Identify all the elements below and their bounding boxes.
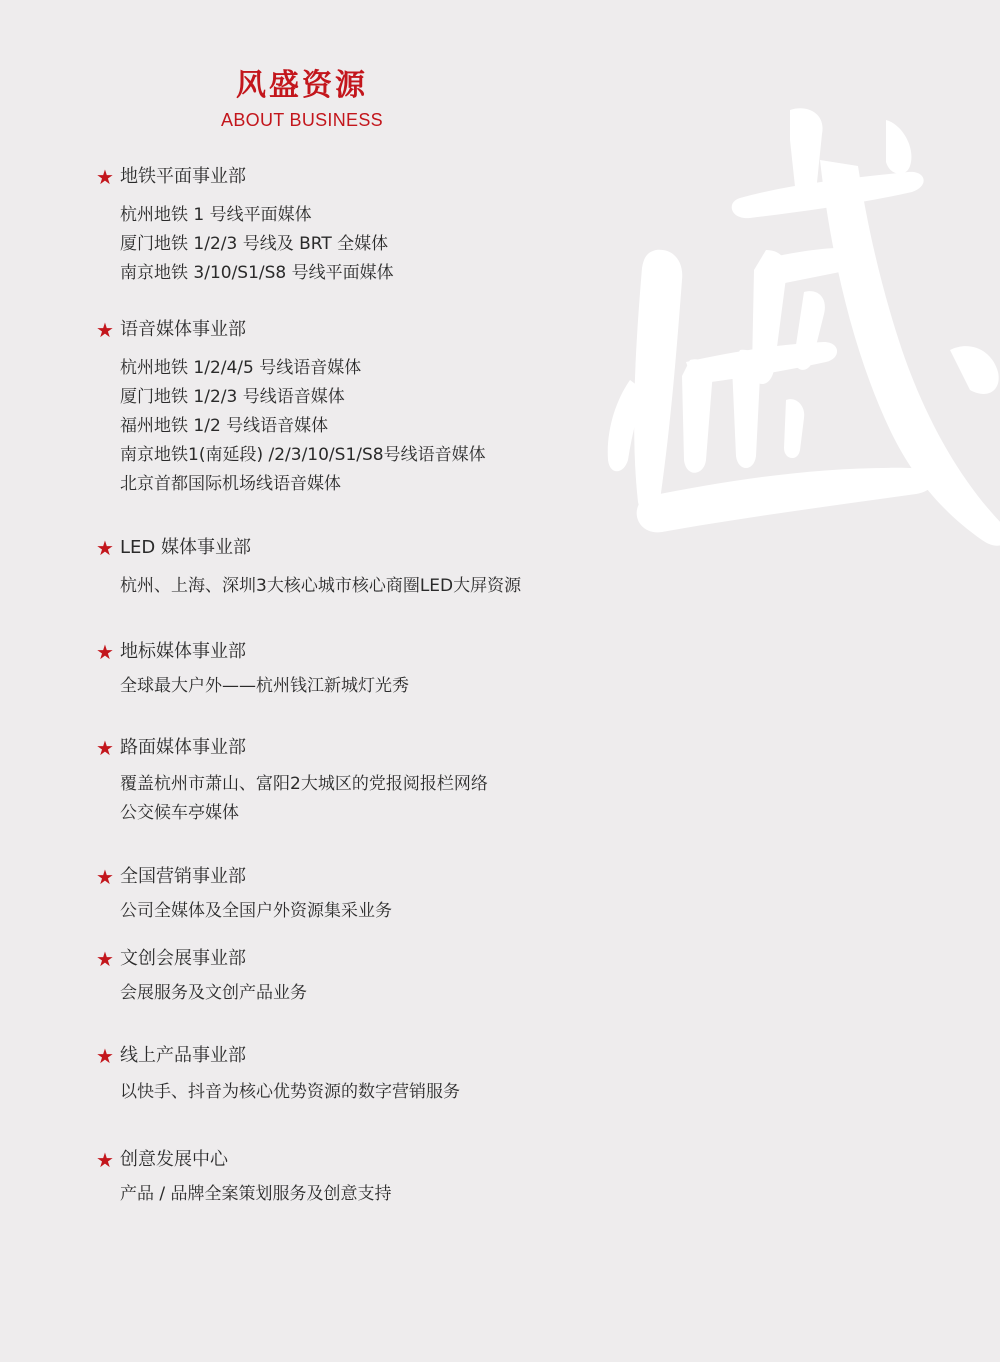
section-items bbox=[120, 572, 521, 601]
list-item: 南京地铁 3/10/S1/S8 号线平面媒体 bbox=[120, 263, 394, 283]
list-item: 以快手、抖音为核心优势资源的数字营销服务 bbox=[120, 1082, 460, 1102]
section-title: 路面媒体事业部 bbox=[120, 737, 246, 758]
star-icon: ★ bbox=[96, 1044, 114, 1068]
calligraphy-watermark-icon bbox=[590, 100, 1000, 560]
section-items bbox=[120, 1078, 460, 1107]
section-title: 地铁平面事业部 bbox=[120, 166, 246, 187]
section-items bbox=[120, 1180, 392, 1209]
section-voice-media bbox=[96, 318, 486, 499]
star-icon: ★ bbox=[96, 865, 114, 889]
star-icon: ★ bbox=[96, 318, 114, 342]
page-subtitle: ABOUT BUSINESS bbox=[221, 110, 383, 130]
section-items bbox=[120, 201, 394, 288]
star-icon: ★ bbox=[96, 536, 114, 560]
page-title: 风盛资源 bbox=[236, 68, 368, 103]
list-item: 北京首都国际机场线语音媒体 bbox=[120, 474, 341, 494]
section-items bbox=[120, 897, 392, 926]
section-header bbox=[96, 1148, 392, 1172]
list-item: 福州地铁 1/2 号线语音媒体 bbox=[120, 416, 329, 436]
section-title: 创意发展中心 bbox=[120, 1149, 228, 1170]
section-header bbox=[96, 640, 409, 664]
section-road-media bbox=[96, 736, 488, 828]
section-creative-center bbox=[96, 1148, 392, 1209]
list-item: 厦门地铁 1/2/3 号线语音媒体 bbox=[120, 387, 345, 407]
list-item: 厦门地铁 1/2/3 号线及 BRT 全媒体 bbox=[120, 234, 389, 254]
section-header bbox=[96, 1044, 460, 1068]
section-title: LED 媒体事业部 bbox=[120, 537, 251, 558]
section-header bbox=[96, 165, 394, 189]
section-title: 全国营销事业部 bbox=[120, 866, 246, 887]
list-item: 覆盖杭州市萧山、富阳2大城区的党报阅报栏网络 bbox=[120, 774, 488, 794]
section-header bbox=[96, 736, 488, 760]
section-title: 地标媒体事业部 bbox=[120, 641, 246, 662]
list-item: 公交候车亭媒体 bbox=[120, 803, 239, 823]
section-metro-print bbox=[96, 165, 394, 288]
star-icon: ★ bbox=[96, 640, 114, 664]
section-header bbox=[96, 536, 521, 560]
section-national-marketing bbox=[96, 865, 392, 926]
page-header bbox=[0, 66, 604, 132]
section-items bbox=[120, 354, 486, 499]
section-items bbox=[120, 672, 409, 701]
section-header bbox=[96, 865, 392, 889]
list-item: 南京地铁1(南延段) /2/3/10/S1/S8号线语音媒体 bbox=[120, 445, 486, 465]
section-cultural-exhibition bbox=[96, 947, 307, 1008]
list-item: 杭州地铁 1/2/4/5 号线语音媒体 bbox=[120, 358, 362, 378]
list-item: 杭州地铁 1 号线平面媒体 bbox=[120, 205, 312, 225]
star-icon: ★ bbox=[96, 1148, 114, 1172]
list-item: 公司全媒体及全国户外资源集采业务 bbox=[120, 901, 392, 921]
star-icon: ★ bbox=[96, 165, 114, 189]
star-icon: ★ bbox=[96, 736, 114, 760]
list-item: 全球最大户外——杭州钱江新城灯光秀 bbox=[120, 676, 409, 696]
section-title: 线上产品事业部 bbox=[120, 1045, 246, 1066]
section-header bbox=[96, 947, 307, 971]
list-item: 会展服务及文创产品业务 bbox=[120, 983, 307, 1003]
list-item: 杭州、上海、深圳3大核心城市核心商圈LED大屏资源 bbox=[120, 576, 522, 596]
section-led-media bbox=[96, 536, 521, 601]
section-items bbox=[120, 979, 307, 1008]
star-icon: ★ bbox=[96, 947, 114, 971]
section-items bbox=[120, 770, 488, 828]
list-item: 产品 / 品牌全案策划服务及创意支持 bbox=[120, 1184, 392, 1204]
section-title: 文创会展事业部 bbox=[120, 948, 246, 969]
section-landmark-media bbox=[96, 640, 409, 701]
section-title: 语音媒体事业部 bbox=[120, 319, 246, 340]
section-header bbox=[96, 318, 486, 342]
section-online-products bbox=[96, 1044, 460, 1107]
